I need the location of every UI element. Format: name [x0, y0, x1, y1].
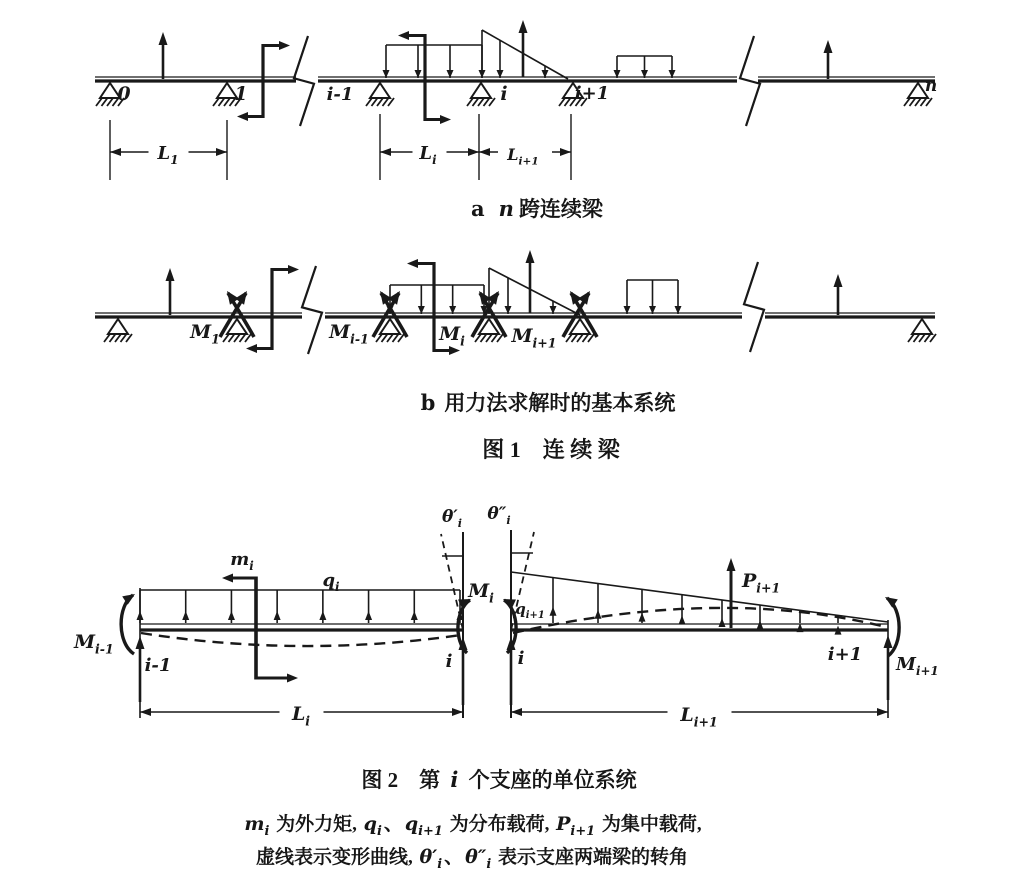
beam-break-icon: [740, 36, 760, 126]
load-arrow: [166, 268, 175, 315]
triangular-load: [489, 268, 580, 315]
arrowhead-icon: [452, 708, 463, 716]
line: [478, 98, 484, 106]
arrowhead-icon: [136, 636, 145, 649]
label-moment-Mi+1: $M_{i+1}$: [511, 325, 557, 351]
caption-part: [363, 813, 382, 839]
arrowhead-icon: [834, 274, 843, 287]
rotation-line: [441, 534, 463, 630]
label-moment-Mi: $M_i$: [439, 323, 465, 349]
line: [925, 334, 931, 342]
arrowhead-icon: [519, 20, 528, 33]
figure1-title: [0, 433, 1020, 464]
arrowhead-icon: [222, 574, 233, 583]
line: [110, 334, 116, 342]
caption-part: [404, 813, 443, 839]
load-arrow: [824, 40, 833, 79]
line: [588, 334, 594, 342]
line: [486, 334, 492, 342]
arrowhead-icon: [824, 40, 833, 53]
line: [904, 98, 910, 106]
math-var: θ′: [419, 846, 438, 868]
arrowhead-icon: [166, 268, 175, 281]
arrowhead-icon: [479, 148, 490, 156]
caption-part: 图 1 连 续 梁: [482, 437, 620, 462]
label-dim-L-i+1: $L_{i+1}$: [680, 704, 718, 730]
line: [393, 334, 399, 342]
label-node-1: 1: [234, 83, 248, 105]
line: [577, 334, 583, 342]
caption-part: [419, 846, 443, 872]
beam: [765, 313, 935, 317]
arrowhead-icon: [216, 148, 227, 156]
line: [219, 98, 225, 106]
arrowhead-icon: [411, 611, 418, 620]
line: [908, 334, 914, 342]
label-dim-Li1: $L_{i+1}$: [507, 145, 539, 168]
line: [377, 98, 383, 106]
arrowhead-icon: [719, 618, 726, 627]
pin-support: [467, 83, 495, 106]
label-node-i: i: [500, 83, 508, 105]
caption-part: [244, 813, 270, 839]
arrowhead-icon: [595, 610, 602, 619]
caption-part: 表示支座两端梁的转角: [493, 847, 688, 868]
caption-part: 用力法求解时的基本系统: [444, 391, 676, 415]
figure2-note-line2: [0, 842, 944, 872]
line: [566, 334, 572, 342]
caption-diagram-b: [0, 387, 1020, 417]
math-var: θ″: [465, 846, 487, 868]
caption-part: 为集中载荷,: [597, 814, 702, 835]
line: [914, 334, 920, 342]
distributed-load: [614, 56, 676, 78]
support-triangle: [108, 319, 128, 334]
diagram-b: [95, 250, 936, 355]
label-M-i+1: $M_{i+1}$: [896, 654, 939, 679]
arrowhead-icon: [757, 621, 764, 630]
line: [107, 98, 113, 106]
support-triangle: [370, 83, 390, 98]
math-subscript: i+1: [418, 823, 443, 839]
label-theta-dblprime: $\theta''_i$: [487, 504, 511, 527]
caption-part: [556, 813, 596, 839]
label-node-i-1: i-1: [326, 84, 354, 105]
label-node-i-left: i: [445, 651, 453, 672]
arrowhead-icon: [398, 31, 409, 40]
load-arrow: [159, 32, 168, 79]
arrowhead-icon: [526, 250, 535, 263]
distributed-load: [387, 285, 488, 314]
label-theta-prime: $\theta'_i$: [441, 507, 463, 530]
label-q-i+1: $q_{i+1}$: [515, 600, 545, 622]
line: [492, 334, 498, 342]
load-arrow: [519, 20, 528, 77]
arrowhead-icon: [288, 265, 299, 274]
line: [223, 334, 229, 342]
line: [919, 334, 925, 342]
beam: [318, 77, 737, 81]
line: [467, 98, 473, 106]
arrowhead-icon: [511, 708, 522, 716]
line: [96, 98, 102, 106]
line: [482, 30, 568, 79]
arrowhead-icon: [380, 148, 391, 156]
label-moment-Mi-1: $M_{i-1}$: [329, 321, 369, 347]
line: [382, 334, 388, 342]
line: [126, 334, 132, 342]
figure2-note-line1: [0, 809, 944, 839]
line: [511, 572, 888, 622]
triangular-load: [511, 572, 888, 635]
line: [910, 98, 916, 106]
beam-break-icon: [744, 262, 764, 352]
arrowhead-icon: [639, 613, 646, 622]
load-arrow: [526, 250, 535, 313]
arrowhead-icon: [228, 611, 235, 620]
math-var: i: [450, 767, 459, 792]
label-node-i-1: i-1: [144, 655, 172, 676]
arrowhead-icon: [274, 611, 281, 620]
arrowhead-icon: [319, 611, 326, 620]
label-P-i+1: $P_{i+1}$: [742, 570, 781, 596]
arrowhead-icon: [560, 148, 571, 156]
arrowhead-icon: [440, 115, 451, 124]
line: [376, 334, 382, 342]
figure-2: [73, 504, 939, 729]
label-moment-M1: $M_1$: [190, 321, 220, 347]
distributed-load: [137, 590, 464, 623]
support-triangle: [471, 83, 491, 98]
label-m-i: $m_i$: [230, 549, 254, 574]
label-node-i+1: i+1: [574, 83, 610, 104]
arrowhead-icon: [365, 611, 372, 620]
arrowhead-icon: [884, 635, 893, 648]
arrowhead-icon: [140, 708, 151, 716]
line: [583, 334, 589, 342]
arrowhead-icon: [468, 148, 479, 156]
math-var: m: [244, 813, 265, 835]
arrowhead-icon: [449, 346, 460, 355]
line: [559, 98, 565, 106]
line: [372, 98, 378, 106]
arrowhead-icon: [279, 41, 290, 50]
line: [484, 98, 490, 106]
line: [245, 334, 251, 342]
deformation-curve: [141, 633, 461, 646]
line: [930, 334, 936, 342]
math-subscript: i+1: [570, 823, 596, 839]
label-dim-L1: $L_1$: [157, 143, 179, 168]
line: [104, 334, 110, 342]
line: [102, 98, 108, 106]
caption-part: [450, 767, 458, 792]
line: [387, 334, 393, 342]
caption-part: 、: [383, 814, 403, 835]
label-node-i-right: i: [517, 648, 525, 669]
arrowhead-icon: [246, 344, 257, 353]
label-node-0: 0: [117, 83, 131, 105]
line: [572, 334, 578, 342]
distributed-load: [624, 280, 682, 314]
caption-part: a: [471, 196, 485, 221]
math-subscript: i: [376, 823, 382, 839]
label-node-n: n: [924, 76, 938, 96]
load-arrow: [136, 636, 145, 702]
line: [489, 98, 495, 106]
caption-part: [499, 196, 514, 221]
line: [915, 98, 921, 106]
caption-part: 为分布载荷,: [444, 814, 555, 835]
line: [383, 98, 389, 106]
line: [475, 334, 481, 342]
beam-break-icon: [302, 266, 322, 354]
math-subscript: i: [264, 823, 270, 839]
beam: [758, 77, 935, 81]
line: [115, 334, 121, 342]
label-q-i: $q_i$: [322, 570, 340, 595]
diagram-a: [95, 20, 937, 180]
applied-moment-icon: [246, 265, 299, 353]
pin-support: [104, 319, 132, 342]
arrowhead-icon: [137, 611, 144, 620]
label-M-i-1: $M_{i-1}$: [74, 631, 114, 657]
caption-part: 跨连续梁: [518, 197, 603, 221]
line: [481, 334, 487, 342]
load-arrow: [834, 274, 843, 315]
line: [234, 334, 240, 342]
arrowhead-icon: [182, 611, 189, 620]
caption-part: 虚线表示变形曲线,: [256, 847, 418, 868]
arrowhead-icon: [877, 708, 888, 716]
line: [388, 98, 394, 106]
load-arrow: [727, 558, 736, 628]
pin-support: [908, 319, 936, 342]
math-var: q: [404, 813, 419, 835]
line: [926, 98, 932, 106]
label-M-i: $M_i$: [468, 580, 494, 606]
arrowhead-icon: [237, 112, 248, 121]
caption-part: 个支座的单位系统: [463, 768, 637, 792]
beam: [95, 77, 296, 81]
arrowhead-icon: [679, 615, 686, 624]
line: [565, 98, 571, 106]
arrowhead-icon: [727, 558, 736, 571]
distributed-load: [383, 45, 486, 78]
caption-part: 、: [444, 847, 464, 868]
caption-part: b: [420, 390, 436, 415]
line: [224, 98, 230, 106]
math-subscript: i: [437, 856, 443, 872]
line: [229, 334, 235, 342]
triangular-load: [482, 30, 568, 79]
line: [213, 98, 219, 106]
math-subscript: i: [486, 856, 492, 872]
line: [121, 334, 127, 342]
line: [398, 334, 404, 342]
line: [366, 98, 372, 106]
line: [497, 334, 503, 342]
figure2-title: [0, 764, 998, 794]
label-node-i+1: i+1: [827, 644, 863, 665]
arrowhead-icon: [159, 32, 168, 45]
math-var: P: [556, 813, 571, 835]
math-var: q: [363, 813, 377, 835]
line: [921, 98, 927, 106]
pin-support: [366, 83, 394, 106]
line: [489, 268, 580, 315]
line: [473, 98, 479, 106]
support-triangle: [912, 319, 932, 334]
arrowhead-icon: [407, 259, 418, 268]
load-arrow: [884, 635, 893, 700]
math-var: n: [498, 196, 514, 221]
line: [240, 334, 246, 342]
label-dim-L-i: $L_i$: [291, 703, 311, 729]
caption-part: [465, 846, 492, 872]
label-dim-Li: $L_i$: [419, 143, 437, 168]
arrowhead-icon: [550, 607, 557, 616]
beam-break-icon: [294, 36, 314, 126]
arrowhead-icon: [287, 674, 298, 683]
caption-part: 为外力矩,: [271, 814, 362, 835]
arrowhead-icon: [110, 148, 121, 156]
caption-part: 图 2 第: [361, 768, 446, 792]
load-arrow: [459, 637, 468, 705]
load-arrow: [507, 637, 516, 705]
caption-diagram-a: [0, 193, 1020, 223]
